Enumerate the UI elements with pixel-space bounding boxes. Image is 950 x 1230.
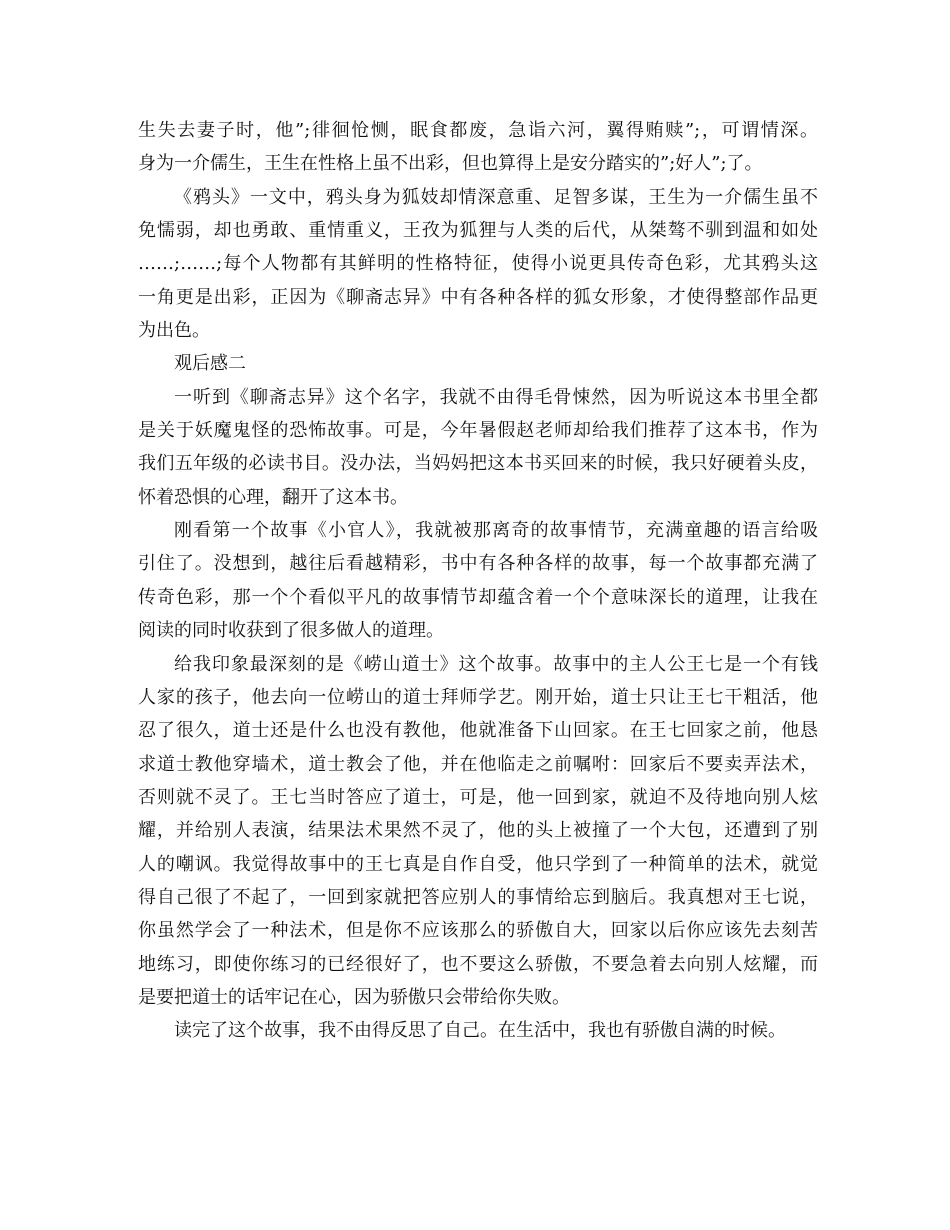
text-line: 得自己很了不起了，一回到家就把答应别人的事情给忘到脑后。我真想对王七说， — [138, 886, 818, 908]
text-line: 怀着恐惧的心理，翻开了这本书。 — [138, 486, 408, 508]
text-line: ……;……;每个人物都有其鲜明的性格特征，使得小说更具传奇色彩，尤其鸦头这 — [138, 253, 818, 275]
text-line: 生失去妻子时，他”;徘徊怆恻，眠食都废，急诣六河，翼得贿赎”;，可谓情深。 — [138, 120, 818, 141]
text-line: 刚看第一个故事《小官人》，我就被那离奇的故事情节，充满童趣的语言给吸 — [174, 520, 818, 542]
text-line: 否则就不灵了。王七当时答应了道士，可是，他一回到家，就迫不及待地向别人炫 — [138, 786, 818, 808]
text-line: 为出色。 — [138, 320, 210, 342]
text-line: 一听到《聊斋志异》这个名字，我就不由得毛骨悚然，因为听说这本书里全都 — [174, 386, 818, 408]
text-line: 忍了很久，道士还是什么也没有教他，他就准备下山回家。在王七回家之前，他恳 — [138, 720, 818, 742]
text-line: 耀，并给别人表演，结果法术果然不灵了，他的头上被撞了一个大包，还遭到了别 — [138, 820, 818, 842]
text-line: 引住了。没想到，越往后看越精彩，书中有各种各样的故事，每一个故事都充满了 — [138, 553, 818, 575]
text-line: 人家的孩子，他去向一位崂山的道士拜师学艺。刚开始，道士只让王七干粗活，他 — [138, 686, 818, 708]
text-line: 免懦弱，却也勇敢、重情重义，王孜为狐狸与人类的后代，从桀骜不驯到温和如处 — [138, 220, 818, 242]
text-line: 是关于妖魔鬼怪的恐怖故事。可是，今年暑假赵老师却给我们推荐了这本书，作为 — [138, 420, 818, 442]
text-line: 人的嘲讽。我觉得故事中的王七真是自作自受，他只学到了一种简单的法术，就觉 — [138, 853, 818, 875]
text-line: 给我印象最深刻的是《崂山道士》这个故事。故事中的主人公王七是一个有钱 — [174, 653, 818, 675]
text-line: 你虽然学会了一种法术，但是你不应该那么的骄傲自大，回家以后你应该先去刻苦 — [138, 920, 818, 942]
text-line: 《鸦头》一文中，鸦头身为狐妓却情深意重、足智多谋，王生为一介儒生虽不 — [174, 186, 818, 208]
text-line: 阅读的同时收获到了很多做人的道理。 — [138, 620, 444, 642]
body-text — [138, 114, 818, 1048]
text-line: 观后感二 — [174, 353, 246, 375]
text-line: 读完了这个故事，我不由得反思了自己。在生活中，我也有骄傲自满的时候。 — [174, 1020, 786, 1042]
text-line: 地练习，即使你练习的已经很好了，也不要这么骄傲，不要急着去向别人炫耀，而 — [138, 953, 818, 975]
text-line: 是要把道士的话牢记在心，因为骄傲只会带给你失败。 — [138, 986, 570, 1008]
text-line: 我们五年级的必读书目。没办法，当妈妈把这本书买回来的时候，我只好硬着头皮， — [138, 453, 818, 475]
text-line: 身为一介儒生，王生在性格上虽不出彩，但也算得上是安分踏实的”;好人”;了。 — [138, 153, 763, 175]
text-line: 传奇色彩，那一个个看似平凡的故事情节却蕴含着一个个意味深长的道理，让我在 — [138, 586, 818, 608]
text-line: 一角更是出彩，正因为《聊斋志异》中有各种各样的狐女形象，才使得整部作品更 — [138, 286, 818, 308]
text-line: 求道士教他穿墙术，道士教会了他，并在他临走之前嘱咐：回家后不要卖弄法术， — [138, 753, 818, 775]
